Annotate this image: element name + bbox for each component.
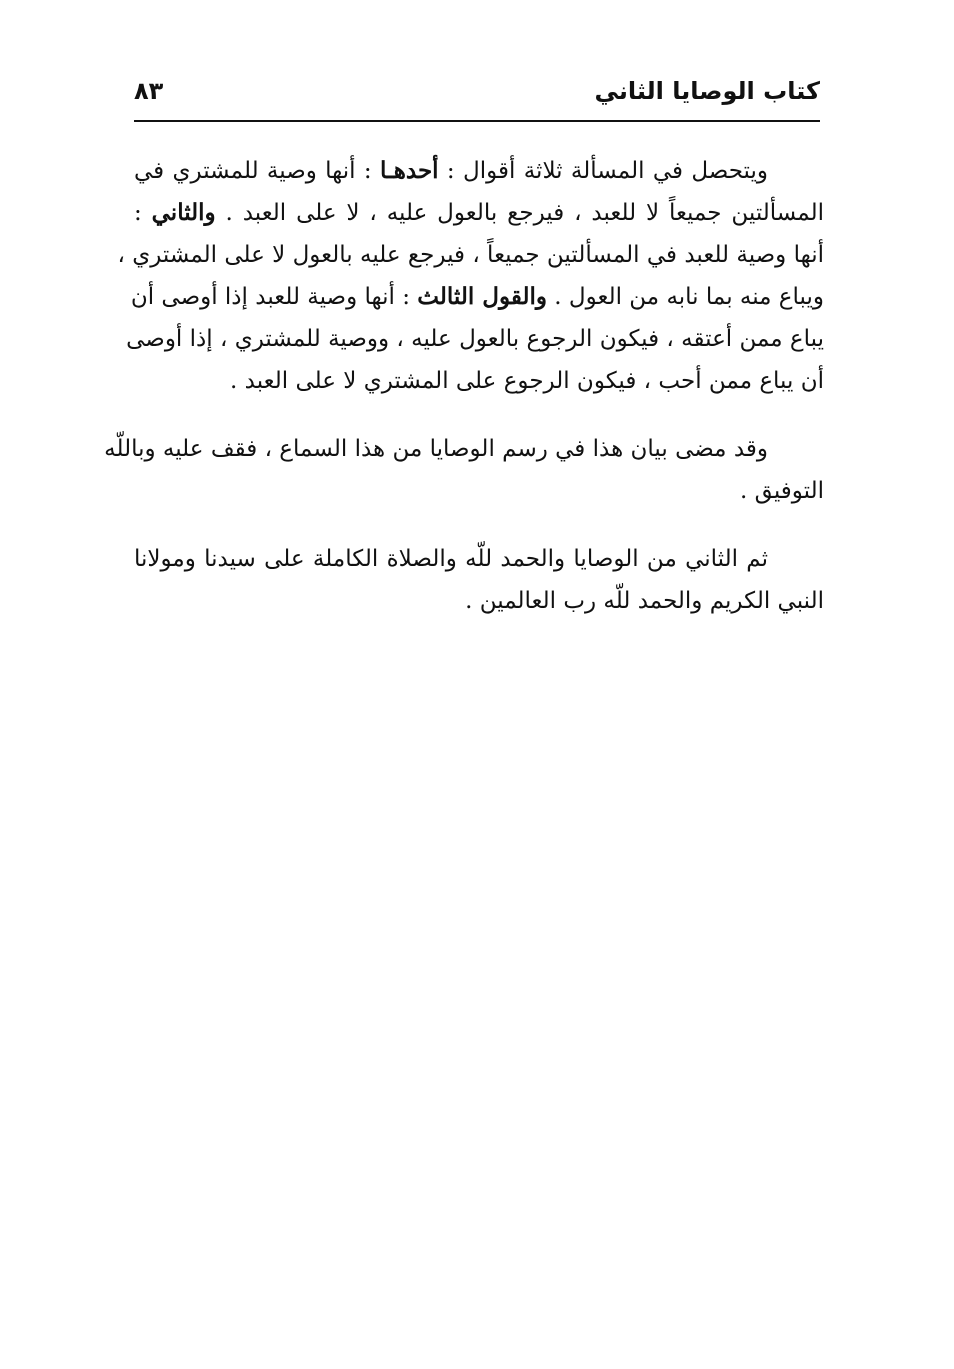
page-number: ٨٣ [134, 77, 164, 105]
term-al-qawl-al-thalith: والقول الثالث [417, 283, 547, 310]
text-line: ويباع منه بما نابه من العول . والقول الثالث : أنها وصية للعبد إذا أوصى أن [130, 283, 824, 310]
text-line: يباع ممن أعتقه ، فيكون الرجوع بالعول عليه ، ووصية للمشتري ، إذا أوصى [126, 326, 824, 352]
text-line: ثم الثاني من الوصايا والحمد للّه والصلاة الكاملة على سيدنا ومولانا [134, 546, 768, 572]
text-line: أنها وصية للعبد في المسألتين جميعاً ، فيرجع عليه بالعول لا على المشتري ، [117, 242, 824, 268]
paragraph [134, 538, 824, 622]
text-line: المسألتين جميعاً لا للعبد ، فيرجع بالعول عليه ، لا على العبد . والثاني : [134, 199, 824, 226]
term-al-thani: والثاني [151, 199, 216, 226]
paragraph [104, 428, 824, 512]
header-title: كتاب الوصايا الثاني [594, 77, 820, 105]
body-text [104, 150, 824, 648]
paragraph [117, 150, 824, 402]
text-line: التوفيق . [740, 478, 824, 504]
term-ahaduha: أحدهـا [380, 157, 439, 184]
text-line: النبي الكريم والحمد للّه رب العالمين . [465, 588, 824, 614]
text-line: أن يباع ممن أحب ، فيكون الرجوع على المشتري لا على العبد . [230, 368, 824, 394]
text-line: وقد مضى بيان هذا في رسم الوصايا من هذا السماع ، فقف عليه وباللّه [104, 436, 768, 462]
running-header [134, 68, 820, 122]
text-line: ويتحصل في المسألة ثلاثة أقوال : أحدهـا : أنها وصية للمشتري في [134, 157, 768, 184]
